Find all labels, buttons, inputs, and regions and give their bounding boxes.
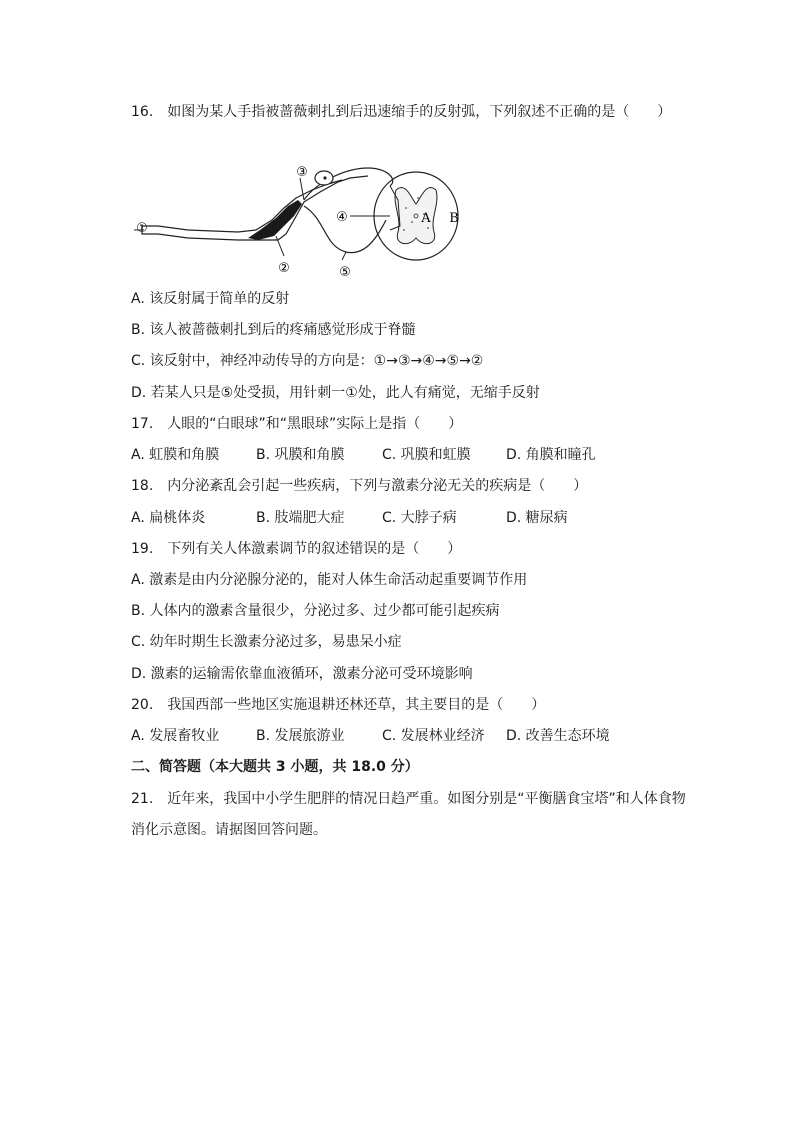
q19-option-b: B. 人体内的激素含量很少，分泌过多、过少都可能引起疾病 bbox=[131, 603, 500, 619]
q20-stem: 20. 我国西部一些地区实施退耕还林还草，其主要目的是（ ） bbox=[131, 697, 546, 713]
label-5: ⑤ bbox=[339, 265, 351, 280]
label-a: A bbox=[421, 211, 431, 226]
reflex-arc-diagram bbox=[128, 160, 468, 280]
q16-option-b: B. 该人被蔷薇刺扎到后的疼痛感觉形成于脊髓 bbox=[131, 322, 416, 338]
q19-option-d: D. 激素的运输需依靠血液循环，激素分泌可受环境影响 bbox=[131, 666, 473, 682]
q21-stem-line2: 消化示意图。请据图回答问题。 bbox=[131, 822, 327, 838]
q19-stem: 19. 下列有关人体激素调节的叙述错误的是（ ） bbox=[131, 541, 462, 557]
q16-option-c: C. 该反射中，神经冲动传导的方向是：①→③→④→⑤→② bbox=[131, 353, 484, 369]
q18-option-d: D. 糖尿病 bbox=[506, 510, 568, 526]
q17-option-a: A. 虹膜和角膜 bbox=[131, 447, 220, 463]
q21-stem-line1: 21. 近年来，我国中小学生肥胖的情况日趋严重。如图分别是“平衡膳食宝塔”和人体食物 bbox=[131, 791, 686, 807]
q20-option-a: A. 发展畜牧业 bbox=[131, 728, 220, 744]
q20-options bbox=[131, 726, 610, 746]
q20-option-c: C. 发展林业经济 bbox=[382, 728, 485, 744]
q19-option-c: C. 幼年时期生长激素分泌过多，易患呆小症 bbox=[131, 634, 402, 650]
q16-option-a: A. 该反射属于简单的反射 bbox=[131, 291, 290, 307]
q18-option-a: A. 扁桃体炎 bbox=[131, 510, 206, 526]
q17-option-b: B. 巩膜和角膜 bbox=[256, 447, 345, 463]
q18-option-b: B. 肢端肥大症 bbox=[256, 510, 345, 526]
q17-option-c: C. 巩膜和虹膜 bbox=[382, 447, 471, 463]
label-1: ① bbox=[136, 221, 148, 236]
q17-stem: 17. 人眼的“白眼球”和“黑眼球”实际上是指（ ） bbox=[131, 416, 463, 432]
q18-stem: 18. 内分泌紊乱会引起一些疾病，下列与激素分泌无关的疾病是（ ） bbox=[131, 478, 588, 494]
label-3: ③ bbox=[296, 165, 308, 180]
q20-option-b: B. 发展旅游业 bbox=[256, 728, 345, 744]
label-2: ② bbox=[278, 261, 290, 276]
q16-stem: 16. 如图为某人手指被蔷薇刺扎到后迅速缩手的反射弧，下列叙述不正确的是（ ） bbox=[131, 104, 672, 120]
label-b: B bbox=[449, 211, 459, 226]
section-2-title: 二、简答题（本大题共 3 小题，共 18.0 分） bbox=[131, 759, 419, 775]
q18-option-c: C. 大脖子病 bbox=[382, 510, 457, 526]
q19-option-a: A. 激素是由内分泌腺分泌的，能对人体生命活动起重要调节作用 bbox=[131, 572, 528, 588]
q18-options bbox=[131, 508, 568, 528]
q16-option-d: D. 若某人只是⑤处受损，用针刺一①处，此人有痛觉，无缩手反射 bbox=[131, 385, 540, 401]
q17-options bbox=[131, 445, 596, 465]
q20-option-d: D. 改善生态环境 bbox=[506, 728, 610, 744]
label-4: ④ bbox=[336, 210, 348, 225]
q17-option-d: D. 角膜和瞳孔 bbox=[506, 447, 596, 463]
